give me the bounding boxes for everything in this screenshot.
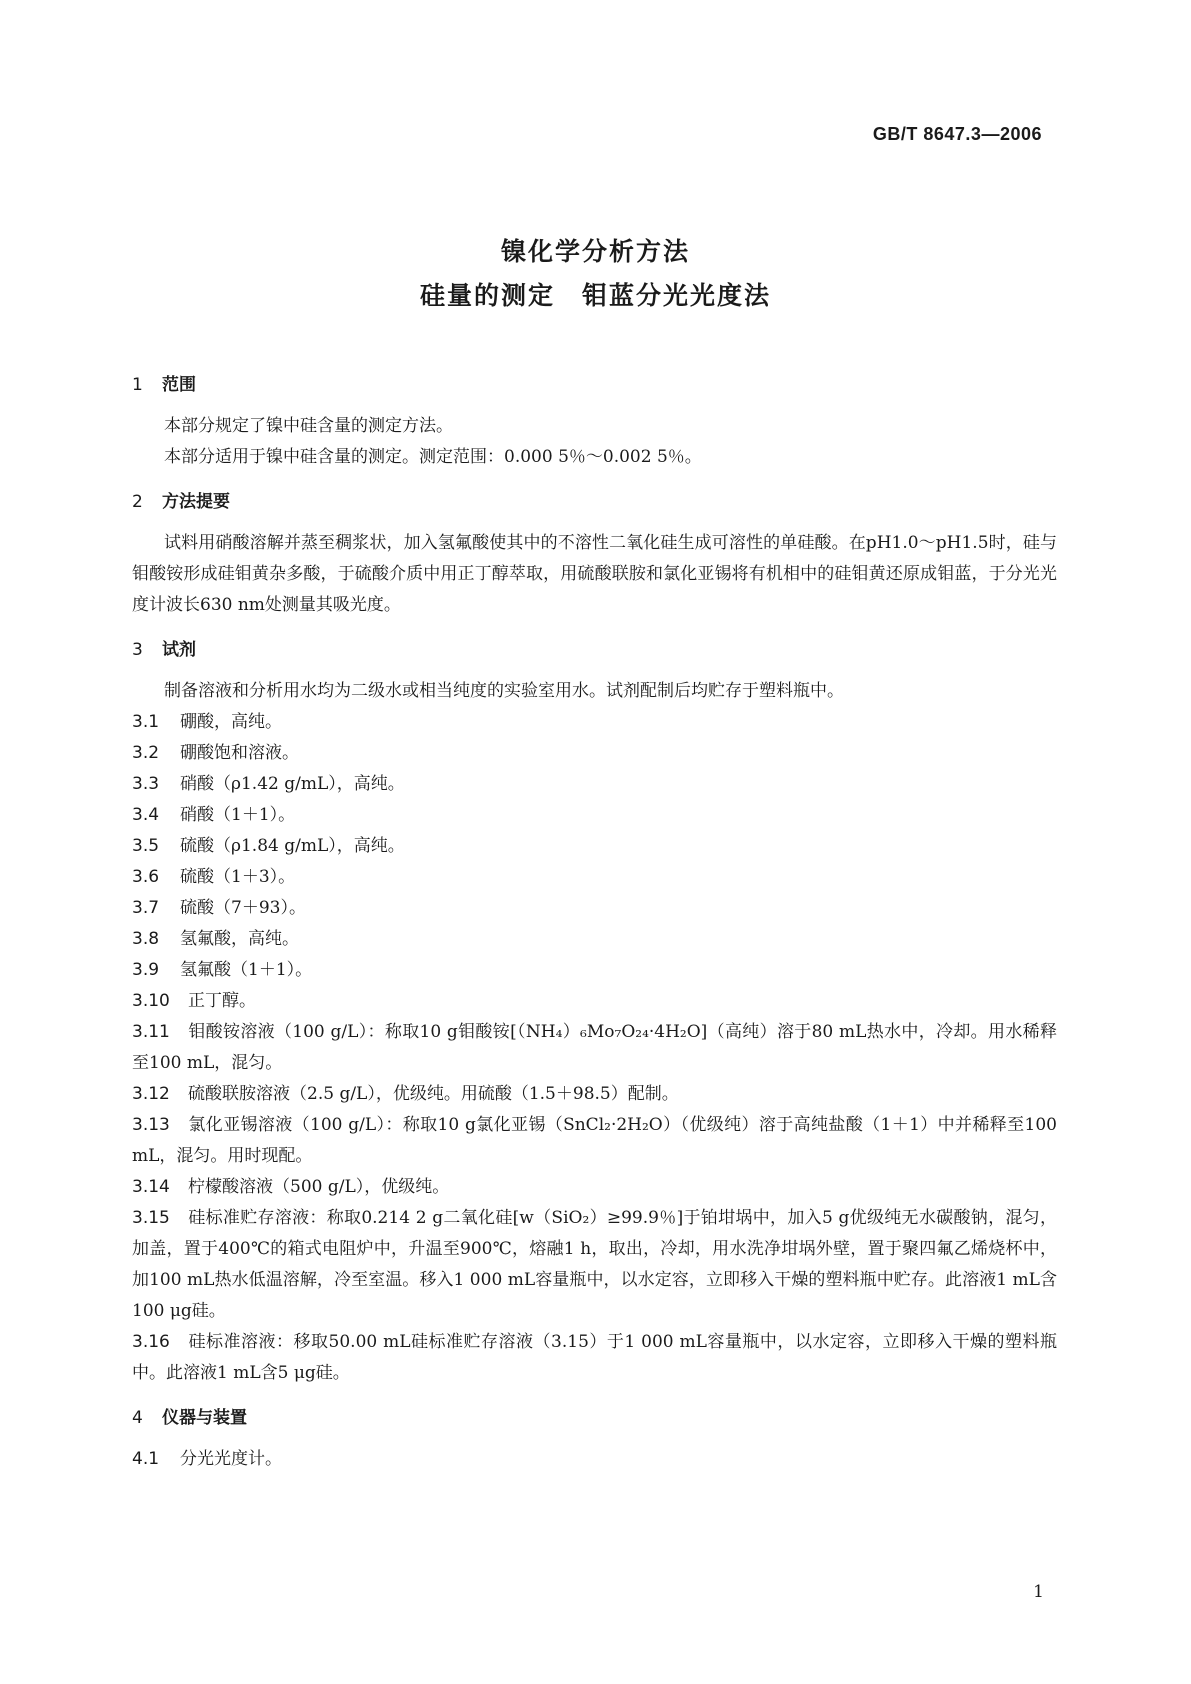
paragraph: 本部分规定了镍中硅含量的测定方法。 (164, 416, 453, 436)
list-item (132, 1079, 1057, 1110)
list-item (132, 769, 1057, 800)
section-title: 试剂 (162, 640, 196, 660)
item-number: 3.13 (132, 1115, 170, 1135)
section-number: 3 (132, 640, 143, 660)
item-text: 硅标准贮存溶液：称取0.214 2 g二氧化硅[w（SiO₂）≥99.9％]于铂坩埚中，加入5 g优级纯无水碳酸钠，混匀，加盖，置于400℃的箱式电阻炉中，升温至900℃，熔融1 h，取出，冷却，用水洗净坩埚外壁，置于聚四氟乙烯烧杯中，加100 mL热水低温溶解，冷至室温。移入1 000 mL容量瓶中，以水定容，立即移入干燥的塑料瓶中贮存。此溶液1 mL含100 μg硅。 (132, 1208, 1057, 1321)
item-number: 4.1 (132, 1449, 160, 1469)
item-text: 柠檬酸溶液（500 g/L），优级纯。 (188, 1177, 450, 1197)
section-heading-apparatus (132, 1403, 1057, 1434)
list-item (132, 1172, 1057, 1203)
list-item (132, 862, 1057, 893)
item-text: 硅标准溶液：移取50.00 mL硅标准贮存溶液（3.15）于1 000 mL容量瓶中，以水定容，立即移入干燥的塑料瓶中。此溶液1 mL含5 μg硅。 (132, 1332, 1057, 1383)
item-number: 3.9 (132, 960, 160, 980)
item-number: 3.1 (132, 712, 160, 732)
item-text: 氢氟酸，高纯。 (180, 929, 299, 949)
item-text: 氢氟酸（1＋1）。 (180, 960, 313, 980)
item-number: 3.14 (132, 1177, 170, 1197)
item-text: 硫酸（ρ1.84 g/mL），高纯。 (180, 836, 405, 856)
section-heading-method-summary (132, 487, 1057, 518)
paragraph: 本部分适用于镍中硅含量的测定。测定范围：0.000 5％～0.002 5％。 (164, 447, 702, 467)
item-number: 3.5 (132, 836, 160, 856)
item-number: 3.8 (132, 929, 160, 949)
item-text: 分光光度计。 (180, 1449, 282, 1469)
list-item (132, 738, 1057, 769)
item-text: 硼酸饱和溶液。 (180, 743, 299, 763)
item-text: 正丁醇。 (188, 991, 256, 1011)
document-subtitle: 硅量的测定 钼蓝分光光度法 (419, 281, 771, 310)
item-text: 硼酸，高纯。 (180, 712, 282, 732)
document-body (132, 370, 1057, 1475)
item-text: 硫酸（7＋93）。 (180, 898, 306, 918)
item-text: 硝酸（ρ1.42 g/mL），高纯。 (180, 774, 405, 794)
list-item (132, 1110, 1057, 1172)
section-heading-reagents (132, 635, 1057, 666)
item-number: 3.7 (132, 898, 160, 918)
item-number: 3.2 (132, 743, 160, 763)
list-item (132, 1017, 1057, 1079)
item-number: 3.4 (132, 805, 160, 825)
item-number: 3.16 (132, 1332, 170, 1352)
section-number: 1 (132, 375, 143, 395)
list-item (132, 955, 1057, 986)
section-heading-scope (132, 370, 1057, 401)
section-title: 方法提要 (162, 492, 230, 512)
standard-code: GB/T 8647.3—2006 (872, 124, 1042, 144)
item-number: 3.11 (132, 1022, 170, 1042)
item-number: 3.3 (132, 774, 160, 794)
item-text: 硝酸（1＋1）。 (180, 805, 296, 825)
list-item (132, 800, 1057, 831)
document-title: 镍化学分析方法 (500, 237, 690, 266)
list-item (132, 1203, 1057, 1327)
item-text: 硫酸（1＋3）。 (180, 867, 296, 887)
item-number: 3.10 (132, 991, 170, 1011)
section-number: 4 (132, 1408, 143, 1428)
list-item (132, 893, 1057, 924)
section-title: 范围 (162, 375, 196, 395)
section-title: 仪器与装置 (162, 1408, 247, 1428)
list-item (132, 1327, 1057, 1389)
list-item (132, 986, 1057, 1017)
item-number: 3.6 (132, 867, 160, 887)
section-number: 2 (132, 492, 143, 512)
item-text: 硫酸联胺溶液（2.5 g/L），优级纯。用硫酸（1.5＋98.5）配制。 (188, 1084, 679, 1104)
list-item (132, 831, 1057, 862)
list-item (132, 707, 1057, 738)
paragraph: 试料用硝酸溶解并蒸至稠浆状，加入氢氟酸使其中的不溶性二氧化硅生成可溶性的单硅酸。在pH1.0～pH1.5时，硅与钼酸铵形成硅钼黄杂多酸，于硫酸介质中用正丁醇萃取，用硫酸联胺和氯化亚锡将有机相中的硅钼黄还原成钼蓝，于分光光度计波长630 nm处测量其吸光度。 (132, 533, 1057, 615)
item-text: 氯化亚锡溶液（100 g/L）：称取10 g氯化亚锡（SnCl₂·2H₂O）（优级纯）溶于高纯盐酸（1＋1）中并稀释至100 mL，混匀。用时现配。 (132, 1115, 1057, 1166)
item-number: 3.12 (132, 1084, 170, 1104)
list-item (132, 924, 1057, 955)
list-item (132, 1444, 1057, 1475)
item-text: 钼酸铵溶液（100 g/L）：称取10 g钼酸铵[（NH₄）₆Mo₇O₂₄·4H₂O]（高纯）溶于80 mL热水中，冷却。用水稀释至100 mL，混匀。 (132, 1022, 1057, 1073)
page-number: 1 (1033, 1582, 1044, 1602)
item-number: 3.15 (132, 1208, 170, 1228)
paragraph: 制备溶液和分析用水均为二级水或相当纯度的实验室用水。试剂配制后均贮存于塑料瓶中。 (164, 681, 844, 701)
